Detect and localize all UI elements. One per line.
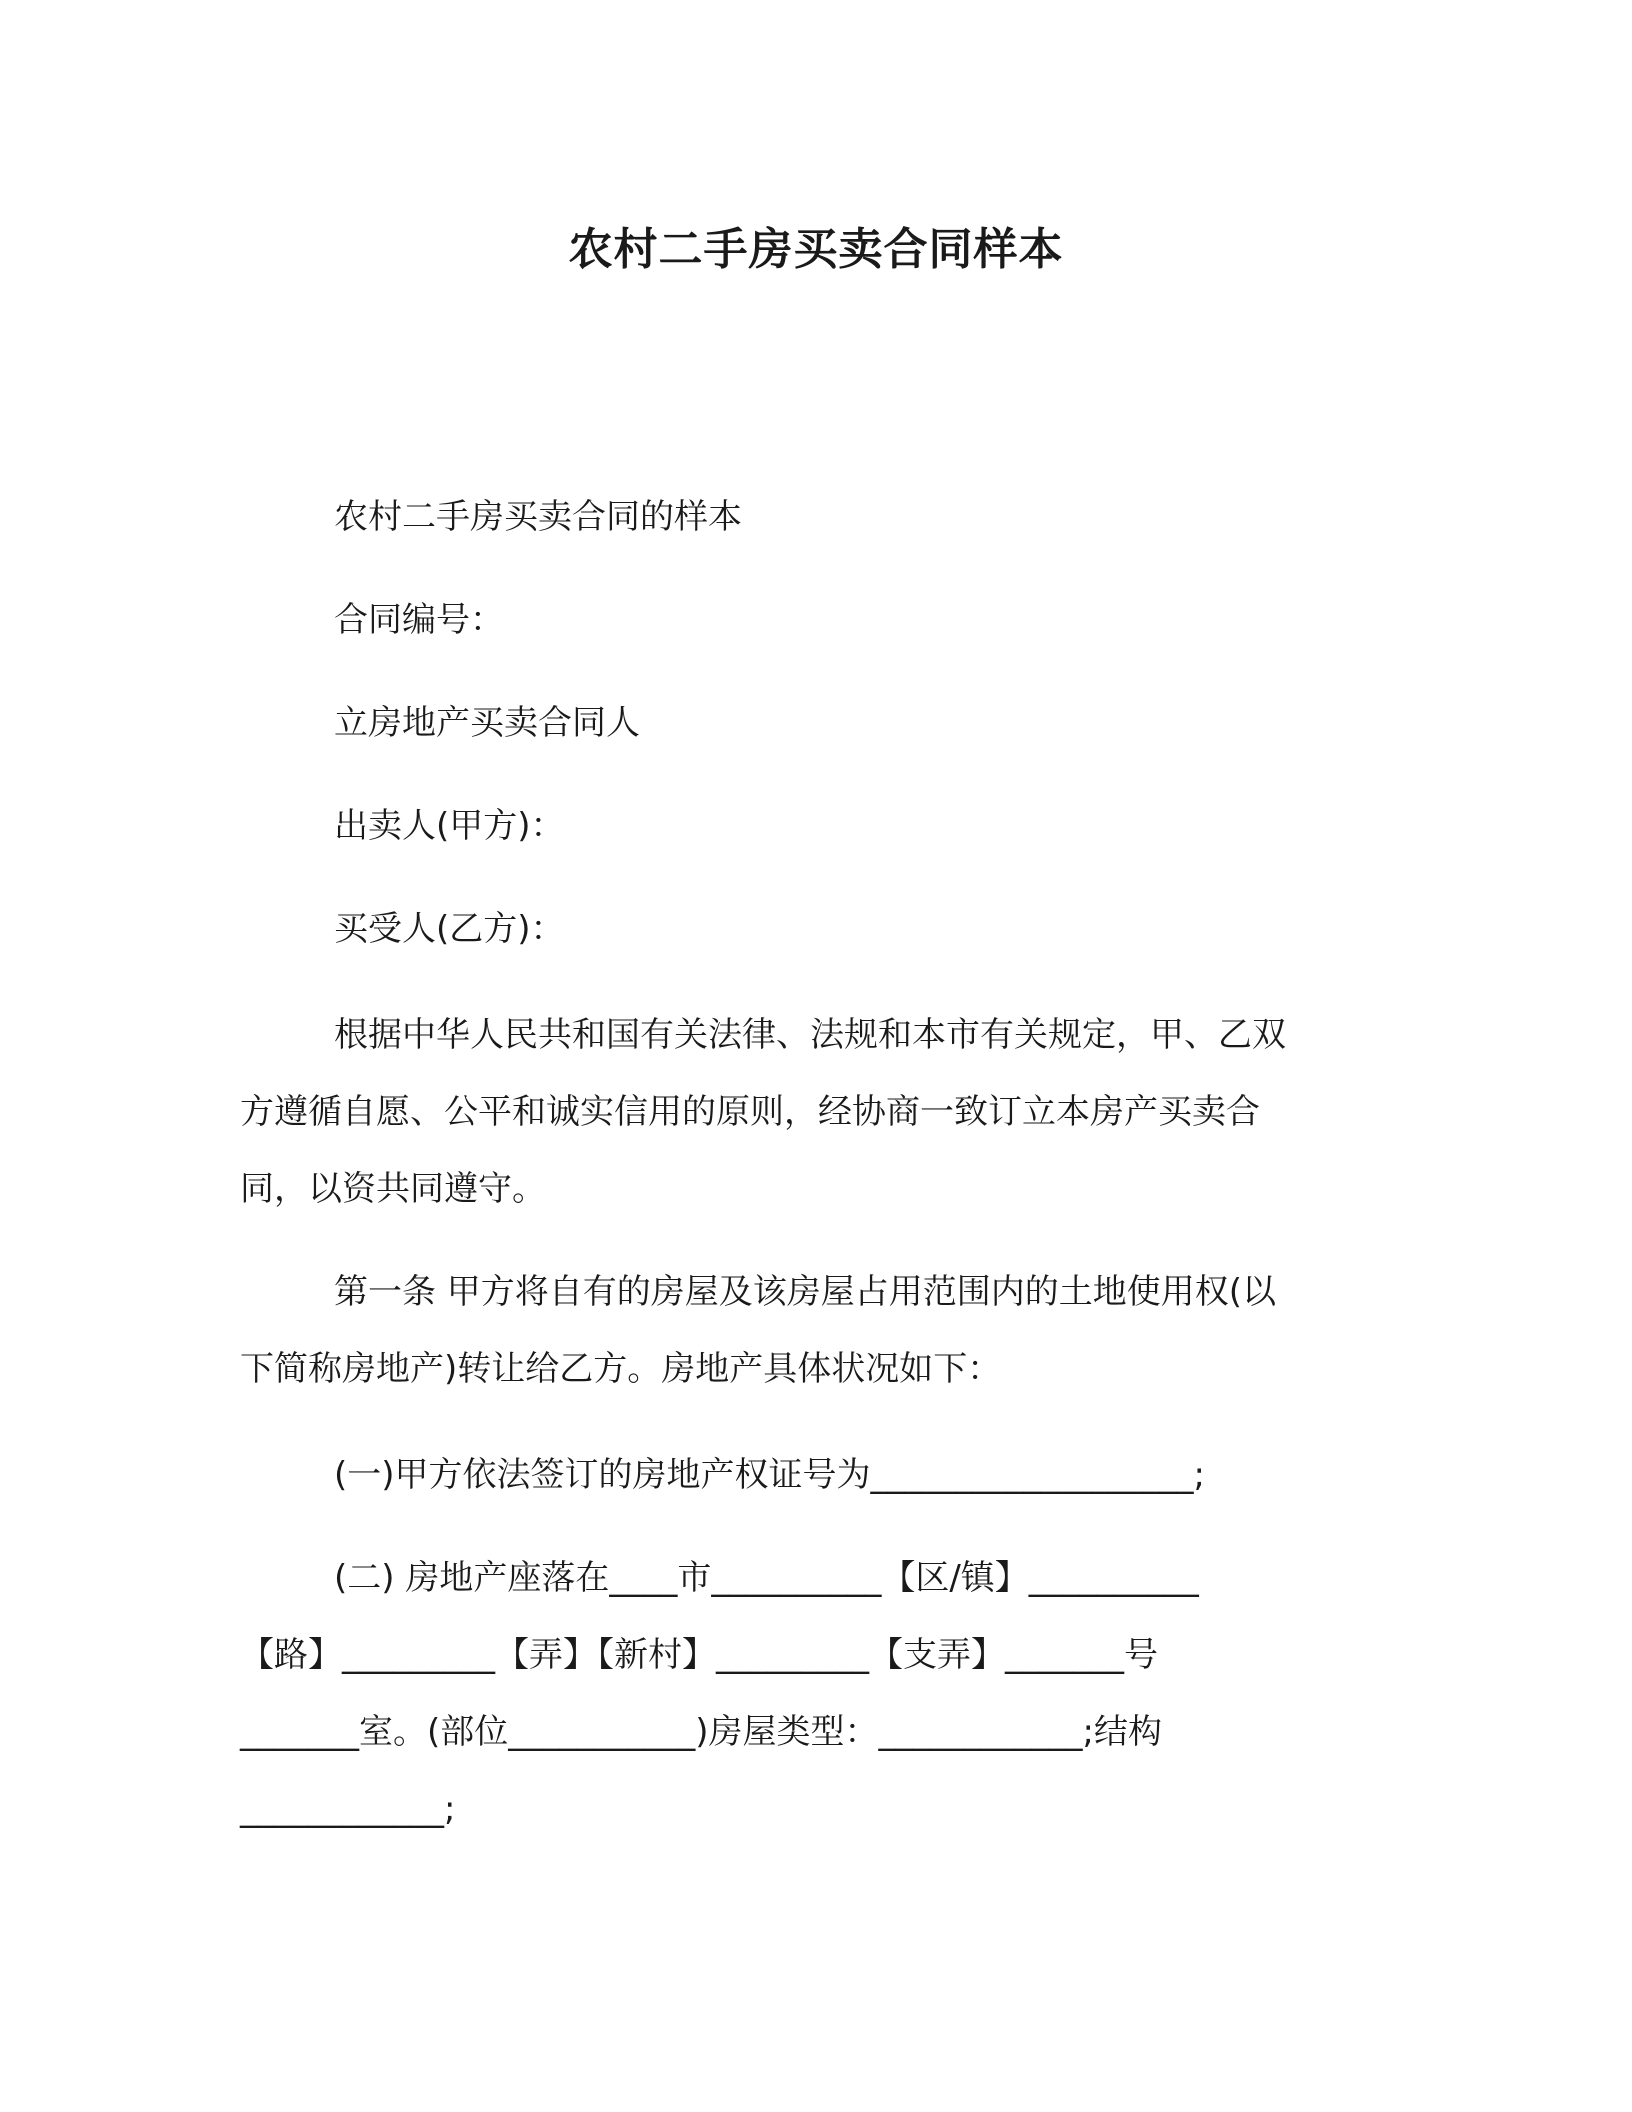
seller-line: 出卖人(甲方)：: [334, 806, 565, 846]
subtitle-line: 农村二手房买卖合同的样本: [334, 497, 742, 537]
parties-heading-line: 立房地产买卖合同人: [334, 703, 640, 743]
preamble-line-1: 根据中华人民共和国有关法律、法规和本市有关规定，甲、乙双: [334, 1015, 1286, 1055]
preamble-line-2: 方遵循自愿、公平和诚实信用的原则，经协商一致订立本房产买卖合: [240, 1092, 1260, 1132]
buyer-line: 买受人(乙方)：: [334, 909, 565, 949]
clause-two-line-1: (二) 房地产座落在____市__________【区/镇】__________: [334, 1558, 1199, 1598]
preamble-line-3: 同，以资共同遵守。: [240, 1169, 546, 1209]
clause-one-line: (一)甲方依法签订的房地产权证号为___________________;: [334, 1455, 1205, 1495]
clause-two-line-4: ____________;: [240, 1789, 456, 1829]
clause-two-line-3: _______室。(部位___________)房屋类型：____________;结构: [240, 1712, 1162, 1752]
document-title: 农村二手房买卖合同样本: [568, 224, 1064, 275]
contract-number-line: 合同编号：: [334, 600, 504, 640]
clause-two-line-2: 【路】_________【弄】【新村】_________【支弄】_______号: [240, 1635, 1158, 1675]
article-one-line-1: 第一条 甲方将自有的房屋及该房屋占用范围内的土地使用权(以: [334, 1272, 1277, 1312]
article-one-line-2: 下简称房地产)转让给乙方。房地产具体状况如下：: [240, 1349, 1002, 1389]
